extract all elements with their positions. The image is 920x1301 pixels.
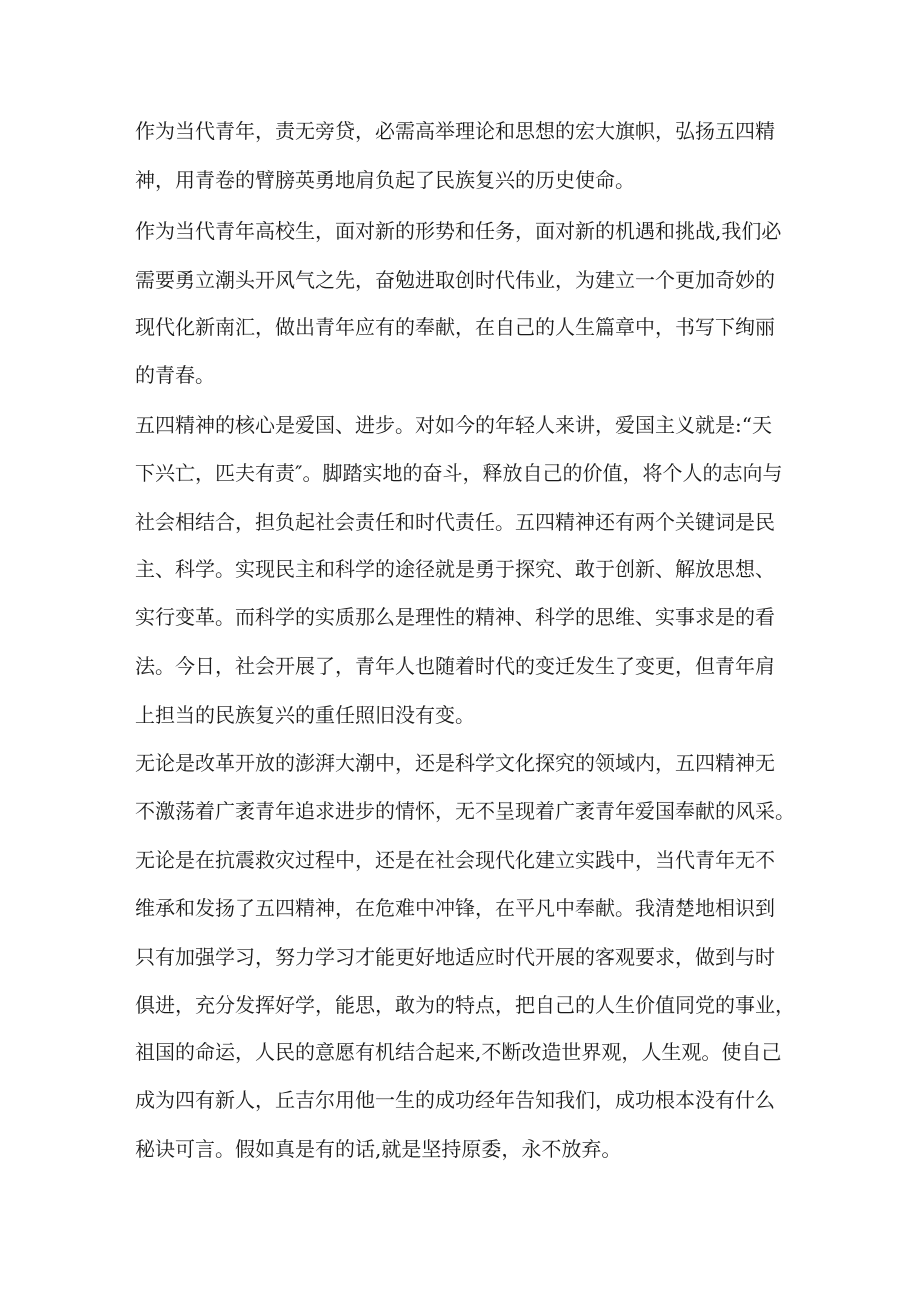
text-line: 作为当代青年高校生，面对新的形势和任务，面对新的机遇和挑战,我们必 [135,219,782,243]
text-line: 社会相结合，担负起社会责任和时代责任。五四精神还有两个关键词是民 [135,510,775,534]
text-line: 祖国的命运，人民的意愿有机结合起来,不断改造世界观，人生观。使自己 [135,1040,782,1064]
text-line: 无论是改革开放的澎湃大潮中，还是科学文化探究的领域内，五四精神无 [135,751,775,775]
text-line: 上担当的民族复兴的重任照旧没有变。 [135,703,475,727]
text-line: 需要勇立潮头开风气之先，奋勉进取创时代伟业，为建立一个更加奇妙的 [135,268,775,292]
text-line: 无论是在抗震救灾过程中，还是在社会现代化建立实践中，当代青年无不 [135,848,775,872]
text-line: 秘诀可言。假如真是有的话,就是坚持原委，永不放弃。 [135,1137,622,1161]
text-line: 下兴亡，匹夫有责″。脚踏实地的奋斗，释放自己的价值，将个人的志向与 [135,461,783,485]
text-line: 维承和发扬了五四精神，在危难中冲锋，在平凡中奉献。我清楚地相识到 [135,896,775,920]
text-line: 实行变革。而科学的实质那么是理性的精神、科学的思维、实事求是的看 [135,605,775,629]
text-line: 法。今日，社会开展了，青年人也随着时代的变迁发生了变更，但青年肩 [135,654,775,678]
text-line: 作为当代青年，责无旁贷，必需高举理论和思想的宏大旗帜，弘扬五四精 [135,119,775,143]
text-line: 五四精神的核心是爱国、进步。对如今的年轻人来讲，爱国主义就是:“天 [135,413,772,437]
text-line: 的青春。 [135,363,215,387]
text-line: 主、科学。实现民主和科学的途径就是勇于探究、敢于创新、解放思想、 [135,557,775,581]
text-line: 成为四有新人，丘吉尔用他一生的成功经年告知我们，成功根本没有什么 [135,1088,775,1112]
text-line: 只有加强学习，努力学习才能更好地适应时代开展的客观要求，做到与时 [135,945,775,969]
text-line: 神，用青卷的臂膀英勇地肩负起了民族复兴的历史使命。 [135,168,635,192]
text-line: 现代化新南汇，做出青年应有的奉献，在自己的人生篇章中，书写下绚丽 [135,315,775,339]
text-line: 俱进，充分发挥好学，能思，敢为的特点，把自己的人生价值同党的事业， [135,993,795,1017]
text-line: 不激荡着广袤青年追求进步的情怀，无不呈现着广袤青年爱国奉献的风采。 [135,799,795,823]
